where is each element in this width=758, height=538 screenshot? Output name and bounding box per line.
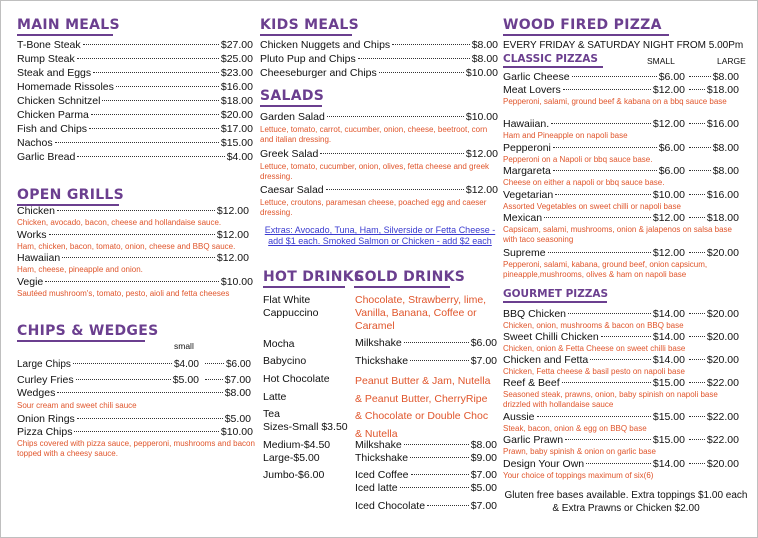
hot-drink-size: Large-$5.00 (263, 452, 320, 464)
item-description: Lettuce, croutons, paramesan cheese, poached egg and caeser dressing. (260, 198, 487, 217)
pizza-item-large-price: $20.00 (687, 308, 739, 321)
pizza-item-large-price: $22.00 (687, 411, 739, 424)
large-size-label: LARGE (717, 56, 746, 66)
pizza-description: Seasoned steak, prawns, onion, baby spinish on napoli base drizzled with hollandaise sauce (503, 390, 718, 409)
hot-drink-item: Hot Chocolate (263, 373, 330, 385)
cold-drink-item: Milkshake $6.00 (355, 337, 497, 349)
pizza-item: Supreme $12.00 (503, 247, 685, 259)
item-description: Sautéed mushroom's, tomato, pesto, aioli and fetta cheeses (17, 289, 230, 298)
hot-drink-size: Medium-$4.50 (263, 439, 331, 451)
pizza-item-large-price: $20.00 (687, 331, 739, 344)
cold-drink-item: Iced Coffee $7.00 (355, 469, 497, 481)
menu-item: Greek Salad $12.00 (260, 148, 498, 160)
pizza-item-large-price: $18.00 (687, 212, 739, 225)
pizza-heading: WOOD FIRED PIZZA (503, 17, 669, 36)
menu-item: Garden Salad $10.00 (260, 111, 498, 123)
menu-item: Rump Steak $25.00 (17, 53, 253, 65)
pizza-item: Aussie $15.00 (503, 411, 685, 423)
pizza-item-large-price: $8.00 (687, 165, 739, 178)
pizza-description: Capsicam, salami, mushrooms, onion & jalapenos on salsa base with taco seasoning (503, 225, 733, 244)
menu-item: Pluto Pup and Chips $8.00 (260, 53, 498, 65)
pizza-description: Assorted Vegetables on sweet chilli or napoli base (503, 202, 681, 211)
pizza-description: Prawn, baby spinish & onion on garlic base (503, 447, 656, 456)
hot-drink-item: Mocha (263, 338, 295, 350)
classic-pizzas-heading: CLASSIC PIZZAS (503, 53, 603, 68)
menu-item: Onion Rings $5.00 (17, 413, 251, 425)
pizza-item: Sweet Chilli Chicken $14.00 (503, 331, 685, 343)
menu-item: Wedges $8.00 (17, 387, 251, 399)
pizza-item: Margareta $6.00 (503, 165, 685, 177)
menu-item: Garlic Bread $4.00 (17, 151, 253, 163)
menu-item: Steak and Eggs $23.00 (17, 67, 253, 79)
pizza-description: Chicken, onion, mushrooms & bacon on BBQ base (503, 321, 684, 330)
salads-heading: SALADS (260, 88, 322, 107)
small-size-label: small (174, 341, 194, 351)
pizza-description: Ham and Pineapple on napoli base (503, 131, 628, 140)
salad-extras-note: Extras: Avocado, Tuna, Ham, Silverside or Fetta Cheese - add $1 each. Smoked Salmon or Chicken - add $2 each (264, 225, 496, 246)
hot-drinks-heading: HOT DRINKS (263, 269, 345, 288)
pizza-description: Pepperoni, salami, kabana, ground beef, onion capsicum, pineapple,mushrooms, olives & ham on napoli base (503, 260, 708, 279)
cold-drink-item: Milkshake $8.00 (355, 439, 497, 451)
pizza-description: Pepperoni on a Napoli or bbq sauce base. (503, 155, 653, 164)
menu-item: Chicken Schnitzel $18.00 (17, 95, 253, 107)
menu-item: Nachos $15.00 (17, 137, 253, 149)
pizza-item: Pepperoni $6.00 (503, 142, 685, 154)
cold-drink-item: Iced Chocolate $7.00 (355, 500, 497, 512)
pizza-item: Reef & Beef $15.00 (503, 377, 685, 389)
menu-item: Chicken $12.00 (17, 205, 249, 217)
open-grills-heading: OPEN GRILLS (17, 187, 119, 206)
hot-drink-size: Jumbo-$6.00 (263, 469, 325, 481)
pizza-footer-note: Gluten free bases available. Extra toppings $1.00 each & Extra Prawns or Chicken $2.00 (504, 490, 748, 514)
item-description: Chicken, avocado, bacon, cheese and hollandaise sauce. (17, 218, 222, 227)
pizza-item-large-price: $16.00 (687, 189, 739, 202)
cold-drinks-heading: COLD DRINKS (354, 269, 450, 288)
pizza-item: Garlic Prawn $15.00 (503, 434, 685, 446)
menu-item: Caesar Salad $12.00 (260, 184, 498, 196)
menu-item: Chicken Nuggets and Chips $8.00 (260, 39, 498, 51)
menu-item: Vegie $10.00 (17, 276, 253, 288)
hot-drink-item: Babycino (263, 355, 307, 367)
item-description: Sour cream and sweet chili sauce (17, 401, 137, 410)
gourmet-pizzas-heading: GOURMET PIZZAS (503, 288, 607, 303)
pizza-description: Cheese on either a napoli or bbq sauce base. (503, 178, 665, 187)
pizza-item: Chicken and Fetta $14.00 (503, 354, 685, 366)
pizza-item-large-price: $20.00 (687, 458, 739, 471)
menu-item: Curley Fries $5.00 (17, 374, 199, 386)
pizza-item-large-price: $20.00 (687, 247, 739, 260)
cold-drink-flavours: Chocolate, Strawberry, lime, Vanilla, Banana, Coffee or Caramel (355, 294, 487, 332)
menu-item: Pizza Chips $10.00 (17, 426, 253, 438)
pizza-item: Mexican $12.00 (503, 212, 685, 224)
pizza-item-large-price: $8.00 (687, 142, 739, 155)
pizza-description: Chicken, onion & Fetta Cheese on sweet chilli base (503, 344, 686, 353)
pizza-description: Your choice of toppings maximum of six(6) (503, 471, 654, 480)
pizza-item: Hawaiian. $12.00 (503, 118, 685, 130)
pizza-description: Chicken, Fetta cheese & basil pesto on napoli base (503, 367, 685, 376)
item-description: Ham, cheese, pineapple and onion. (17, 265, 143, 274)
item-description: Lettuce, tomato, carrot, cucumber, onion, cheese, beetroot, corn and italian dressing. (260, 125, 488, 144)
menu-item: Homemade Rissoles $16.00 (17, 81, 253, 93)
menu-item: Cheeseburger and Chips $10.00 (260, 67, 498, 79)
pizza-item-large-price: $18.00 (687, 84, 739, 97)
pizza-description: Pepperoni, salami, ground beef & kabana on a bbq sauce base (503, 97, 727, 106)
pizza-tagline: EVERY FRIDAY & SATURDAY NIGHT FROM 5.00Pm (503, 40, 744, 51)
item-description: Ham, chicken, bacon, tomato, onion, cheese and BBQ sauce. (17, 242, 236, 251)
pizza-item-large-price: $8.00 (687, 71, 739, 84)
menu-item: Large Chips $4.00 (17, 359, 199, 370)
hot-drink-item: Flat White (263, 294, 311, 306)
pizza-item: Meat Lovers $12.00 (503, 84, 685, 96)
menu-item: Hawaiian $12.00 (17, 252, 249, 264)
menu-item: Works $12.00 (17, 229, 249, 241)
pizza-description: Steak, bacon, onion & egg on BBQ base (503, 424, 647, 433)
small-size-label: SMALL (647, 56, 675, 66)
hot-drink-item: Latte (263, 391, 287, 403)
pizza-item: BBQ Chicken $14.00 (503, 308, 685, 320)
chips-wedges-heading: CHIPS & WEDGES (17, 323, 145, 342)
item-description: Lettuce, tomato, cucumber, onion, olives, fetta cheese and greek dressing. (260, 162, 490, 181)
cold-drink-flavours: Peanut Butter & Jam, Nutella & Peanut Butter, CherryRipe & Chocolate or Double Choc & Nutella (355, 375, 491, 440)
cold-drink-item: Iced latte $5.00 (355, 482, 497, 494)
pizza-item: Vegetarian $10.00 (503, 189, 685, 201)
pizza-item-large-price: $22.00 (687, 377, 739, 390)
menu-item: Fish and Chips $17.00 (17, 123, 253, 135)
menu-item-price-large: $6.00 (203, 358, 251, 371)
item-description: Chips covered with pizza sauce, pepperoni, mushrooms and bacon topped with a cheesy sauce. (17, 439, 255, 458)
hot-drink-size: Sizes-Small $3.50 (263, 421, 348, 433)
menu-item-price-large: $7.00 (203, 374, 251, 387)
hot-drink-item: Tea (263, 408, 280, 420)
pizza-item-large-price: $22.00 (687, 434, 739, 447)
pizza-item-large-price: $20.00 (687, 354, 739, 367)
pizza-item: Design Your Own $14.00 (503, 458, 685, 470)
cold-drink-item: Thickshake $7.00 (355, 355, 497, 367)
pizza-item-large-price: $16.00 (687, 118, 739, 131)
cold-drink-item: Thickshake $9.00 (355, 452, 497, 464)
kids-meals-heading: KIDS MEALS (260, 17, 352, 36)
hot-drink-item: Cappuccino (263, 307, 319, 319)
menu-item: T-Bone Steak $27.00 (17, 39, 253, 51)
menu-item: Chicken Parma $20.00 (17, 109, 253, 121)
main-meals-heading: MAIN MEALS (17, 17, 113, 36)
pizza-item: Garlic Cheese $6.00 (503, 71, 685, 83)
